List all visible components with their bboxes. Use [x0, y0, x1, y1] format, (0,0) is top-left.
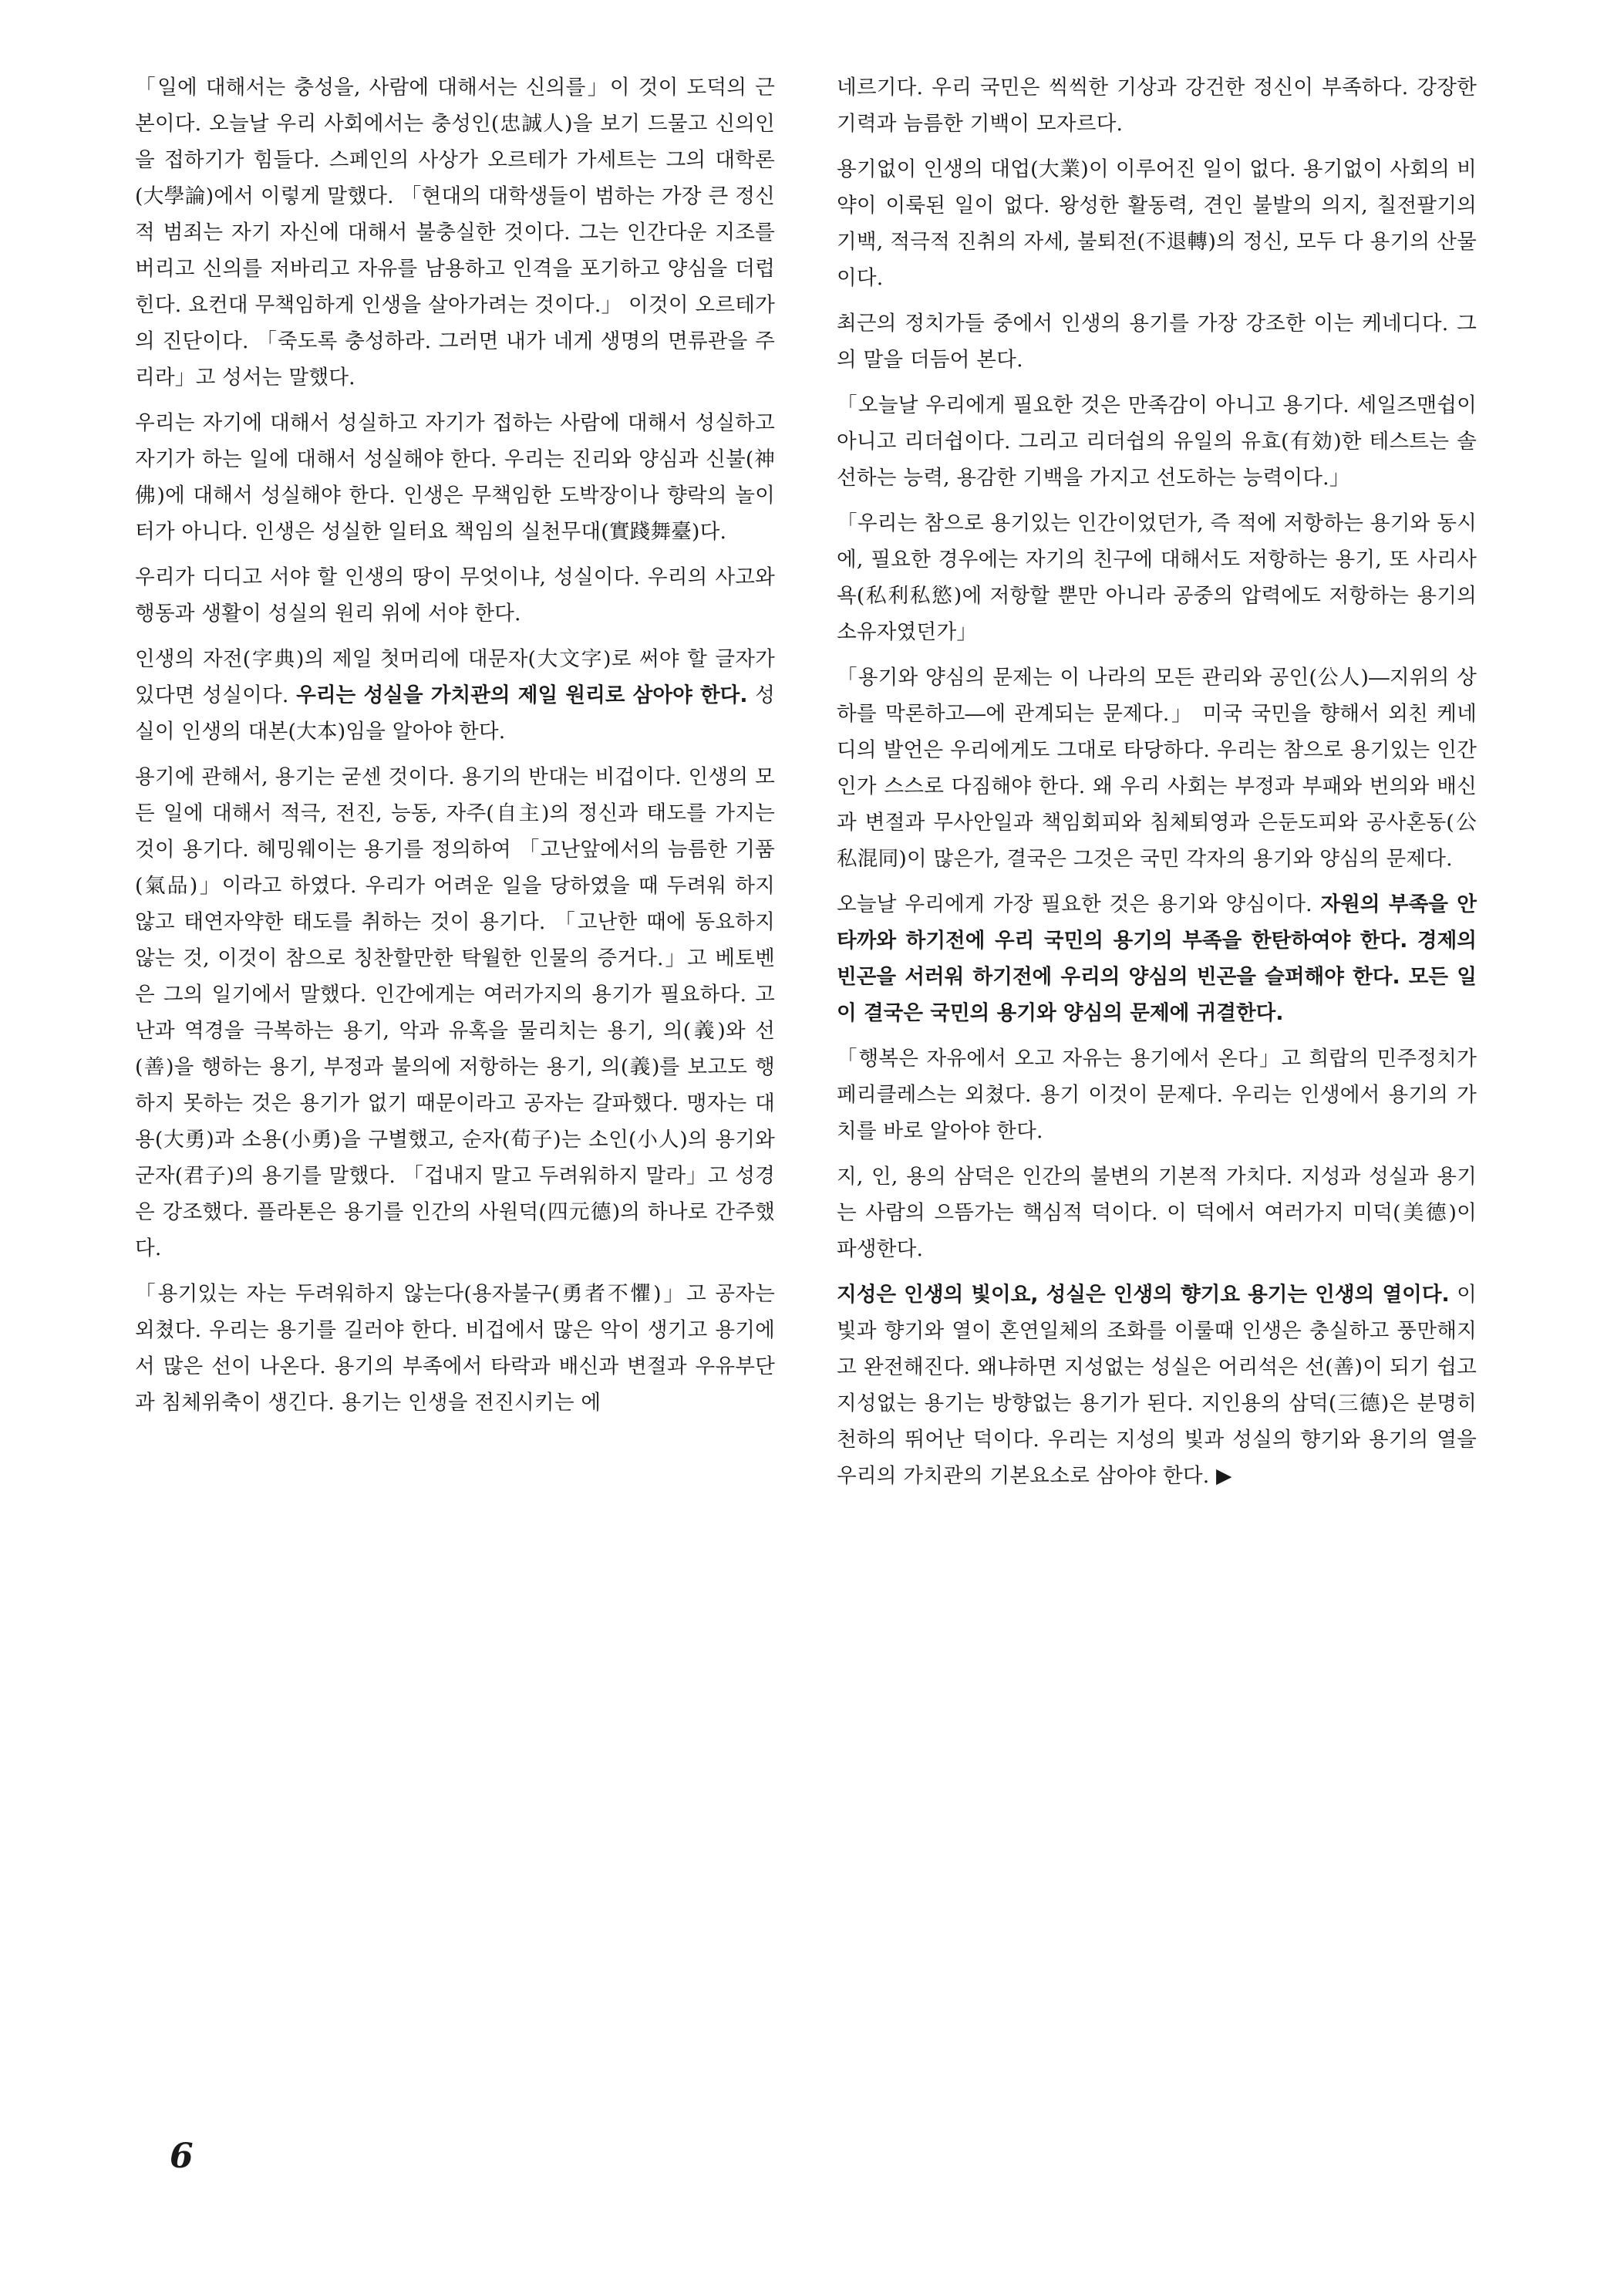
bold-text-run: 우리는 성실을 가치관의 제일 원리로 삼아야 한다.	[296, 683, 748, 707]
paragraph	[837, 886, 1477, 1031]
text-run: 「행복은 자유에서 오고 자유는 용기에서 온다」고 희랍의 민주정치가 페리클레스는 외쳤다. 용기 이것이 문제다. 우리는 인생에서 용기의 가치를 바로 알아야 한다.	[837, 1047, 1477, 1143]
paragraph	[837, 1159, 1477, 1267]
paragraph	[837, 659, 1477, 877]
paragraph	[837, 387, 1477, 496]
paragraph	[837, 69, 1477, 142]
paragraph	[135, 759, 775, 1267]
text-run: 성실이 인생의 대본(大本)임을 알아야 한다.	[135, 683, 776, 744]
paragraph	[135, 559, 775, 632]
right-text-column	[837, 69, 1477, 1503]
text-run: 「오늘날 우리에게 필요한 것은 만족감이 아니고 용기다. 세일즈맨쉽이 아니고 리더쉽이다. 그리고 리더쉽의 유일의 유효(有効)한 테스트는 솔선하는 능력, 용감한 기백을 가지고 선도하는 능력이다.」	[837, 393, 1477, 490]
text-run: 지, 인, 용의 삼덕은 인간의 불변의 기본적 가치다. 지성과 성실과 용기는 사람의 으뜸가는 핵심적 덕이다. 이 덕에서 여러가지 미덕(美德)이 파생한다.	[837, 1165, 1477, 1261]
text-run: 「우리는 참으로 용기있는 인간이었던가, 즉 적에 저항하는 용기와 동시에, 필요한 경우에는 자기의 친구에 대해서도 저항하는 용기, 또 사리사욕(私利私慾)에 저항할 뿐만 아니라 공중의 압력에도 저항하는 용기의 소유자였던가」	[837, 511, 1477, 644]
text-run: 우리는 자기에 대해서 성실하고 자기가 접하는 사람에 대해서 성실하고 자기가 하는 일에 대해서 성실해야 한다. 우리는 진리와 양심과 신불(神佛)에 대해서 성실해야 한다. 인생은 무책임한 도박장이나 향락의 놀이터가 아니다. 인생은 성실한 일터요 책임의 실천무대(實踐舞臺)다.	[135, 411, 775, 544]
text-run: 「일에 대해서는 충성을, 사람에 대해서는 신의를」이 것이 도덕의 근본이다. 오늘날 우리 사회에서는 충성인(忠誠人)을 보기 드물고 신의인을 접하기가 힘들다. 스페인의 사상가 오르테가 가세트는 그의 대학론(大學論)에서 이렇게 말했다. 「현대의 대학생들이 범하는 가장 큰 정신적 범죄는 자기 자신에 대해서 불충실한 것이다. 그는 인간다운 지조를 버리고 신의를 저바리고 자유를 남용하고 인격을 포기하고 양심을 더럽힌다. 요컨대 무책임하게 인생을 살아가려는 것이다.」 이것이 오르테가의 진단이다. 「죽도록 충성하라. 그러면 내가 네게 생명의 면류관을 주리라」고 성서는 말했다.	[135, 76, 775, 390]
paragraph	[135, 69, 775, 396]
bold-text-run: 자원의 부족을 안타까와 하기전에 우리 국민의 용기의 부족을 한탄하여야 한다. 경제의 빈곤을 서러워 하기전에 우리의 양심의 빈곤을 슬퍼해야 한다. 모든 일이 결국은 국민의 용기와 양심의 문제에 귀결한다.	[837, 892, 1477, 1025]
text-run: 「용기있는 자는 두려워하지 않는다(용자불구(勇者不懼)」고 공자는 외쳤다. 우리는 용기를 길러야 한다. 비겁에서 많은 악이 생기고 용기에서 많은 선이 나온다. 용기의 부족에서 타락과 배신과 변절과 우유부단과 침체위축이 생긴다. 용기는 인생을 전진시키는 에	[135, 1282, 775, 1415]
text-run: 인생의 자전(字典)의 제일 첫머리에 대문자(大文字)로 써야 할 글자가 있다면 성실이다.	[135, 647, 775, 707]
text-run: 용기에 관해서, 용기는 굳센 것이다. 용기의 반대는 비겁이다. 인생의 모든 일에 대해서 적극, 전진, 능동, 자주(自主)의 정신과 태도를 가지는 것이 용기다. 헤밍웨이는 용기를 정의하여 「고난앞에서의 늠름한 기품(氣品)」이라고 하였다. 우리가 어려운 일을 당하였을 때 두려워 하지 않고 태연자약한 태도를 취하는 것이 용기다. 「고난한 때에 동요하지 않는 것, 이것이 참으로 칭찬할만한 탁월한 인물의 증거다.」고 베토벤은 그의 일기에서 말했다. 인간에게는 여러가지의 용기가 필요하다. 고난과 역경을 극복하는 용기, 악과 유혹을 물리치는 용기, 의(義)와 선(善)을 행하는 용기, 부정과 불의에 저항하는 용기, 의(義)를 보고도 행하지 못하는 것은 용기가 없기 때문이라고 공자는 갈파했다. 맹자는 대용(大勇)과 소용(小勇)을 구별했고, 순자(荀子)는 소인(小人)의 용기와 군자(君子)의 용기를 말했다. 「겁내지 말고 두려워하지 말라」고 성경은 강조했다. 플라톤은 용기를 인간의 사원덕(四元德)의 하나로 간주했다.	[135, 765, 775, 1260]
paragraph	[837, 505, 1477, 650]
left-text-column	[135, 69, 775, 1430]
bold-text-run: 지성은 인생의 빛이요, 성실은 인생의 향기요 용기는 인생의 열이다.	[837, 1283, 1450, 1307]
text-run: 우리가 디디고 서야 할 인생의 땅이 무엇이냐, 성실이다. 우리의 사고와 행동과 생활이 성실의 원리 위에 서야 한다.	[135, 565, 775, 626]
paragraph	[135, 1276, 775, 1421]
paragraph	[837, 1277, 1477, 1494]
text-run: 용기없이 인생의 대업(大業)이 이루어진 일이 없다. 용기없이 사회의 비약이 이룩된 일이 없다. 왕성한 활동력, 견인 불발의 의지, 칠전팔기의 기백, 적극적 진취의 자세, 불퇴전(不退轉)의 정신, 모두 다 용기의 산물이다.	[837, 157, 1477, 290]
text-run: 「용기와 양심의 문제는 이 나라의 모든 관리와 공인(公人)―지위의 상하를 막론하고―에 관계되는 문제다.」 미국 국민을 향해서 외친 케네디의 발언은 우리에게도 그대로 타당하다. 우리는 참으로 용기있는 인간인가 스스로 다짐해야 한다. 왜 우리 사회는 부정과 부패와 번의와 배신과 변절과 무사안일과 책임회피와 침체퇴영과 은둔도피와 공사혼동(公私混同)이 많은가, 결국은 그것은 국민 각자의 용기와 양심의 문제다.	[837, 666, 1477, 871]
page-number: 6	[170, 2137, 194, 2176]
paragraph	[837, 305, 1477, 378]
text-run: 네르기다. 우리 국민은 씩씩한 기상과 강건한 정신이 부족하다. 강장한 기력과 늠름한 기백이 모자르다.	[837, 76, 1477, 136]
text-run: 최근의 정치가들 중에서 인생의 용기를 가장 강조한 이는 케네디다. 그의 말을 더듬어 본다.	[837, 312, 1477, 372]
text-run: 이 빛과 향기와 열이 혼연일체의 조화를 이룰때 인생은 충실하고 풍만해지고 완전해진다. 왜냐하면 지성없는 성실은 어리석은 선(善)이 되기 쉽고 지성없는 용기는 방향없는 용기가 된다. 지인용의 삼덕(三德)은 분명히 천하의 뛰어난 덕이다. 우리는 지성의 빛과 성실의 향기와 용기의 열을 우리의 가치관의 기본요소로 삼아야 한다. ▶	[837, 1283, 1477, 1488]
paragraph	[837, 151, 1477, 296]
paragraph	[135, 641, 775, 750]
paragraph	[837, 1041, 1477, 1149]
paragraph	[135, 405, 775, 550]
text-run: 오늘날 우리에게 가장 필요한 것은 용기와 양심이다.	[837, 892, 1321, 916]
